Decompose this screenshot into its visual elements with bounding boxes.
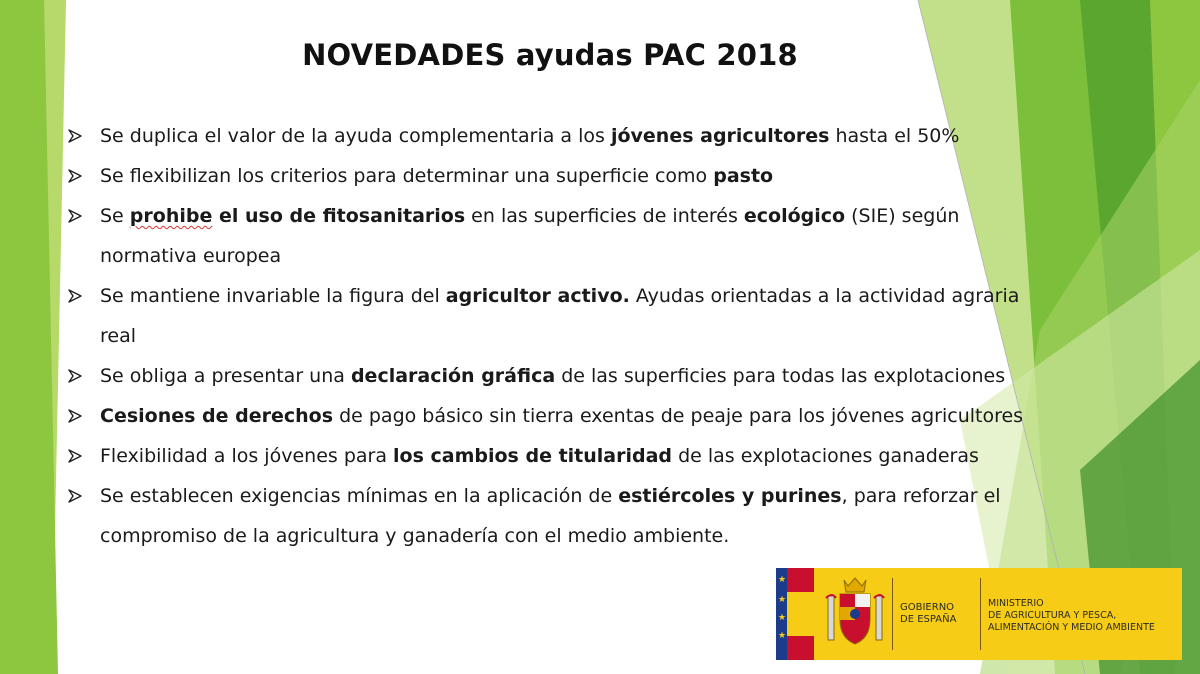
ministerio-line-2: DE AGRICULTURA Y PESCA, (988, 610, 1117, 621)
bullet-text-segment: , para reforzar el compromiso de la agricultura y ganadería con el medio ambiente. (100, 485, 1001, 547)
bullet-item (68, 156, 1058, 196)
arrowhead-bullet-icon (68, 396, 84, 436)
slide-title: NOVEDADES ayudas PAC 2018 (302, 38, 798, 72)
bullet-text-segment: Se (100, 205, 130, 227)
bullet-item (68, 396, 1058, 436)
bullet-text-segment: Se establecen exigencias mínimas en la aplicación de (100, 485, 619, 507)
coat-of-arms-icon (822, 576, 888, 652)
ministerio-line-3: ALIMENTACIÓN Y MEDIO AMBIENTE (988, 622, 1155, 633)
bullet-text-segment: el uso de fitosanitarios (212, 205, 466, 227)
eu-star-icon: ★ (778, 575, 787, 585)
arrowhead-bullet-icon (68, 276, 84, 316)
bullet-item (68, 116, 1058, 156)
bullet-text-segment: de las superficies para todas las explotaciones (555, 365, 1006, 387)
bullet-text-segment: Flexibilidad a los jóvenes para (100, 445, 394, 467)
bullet-text-segment: de las explotaciones ganaderas (672, 445, 979, 467)
bullet-text-segment: Se obliga a presentar una (100, 365, 351, 387)
gobierno-line-2: DE ESPAÑA (900, 614, 957, 625)
bullet-item (68, 436, 1058, 476)
logo-divider (980, 578, 981, 650)
bullet-text-segment: Cesiones de derechos (100, 405, 334, 427)
bullet-text-segment: Se flexibilizan los criterios para determinar una superficie como (100, 165, 714, 187)
logo-divider (892, 578, 893, 650)
eu-star-icon: ★ (778, 613, 787, 623)
bullet-text-segment: Ayudas orientadas a la actividad agraria real (100, 285, 1020, 347)
bullet-text-segment: agricultor activo. (445, 285, 630, 307)
bullet-text-segment: jóvenes agricultores (610, 125, 830, 147)
arrowhead-bullet-icon (68, 436, 84, 476)
gobierno-logo (776, 568, 1182, 660)
ministerio-line-1: MINISTERIO (988, 598, 1044, 609)
bullet-text-segment: en las superficies de interés (465, 205, 744, 227)
ministerio-text (988, 598, 1155, 634)
bullet-text-segment: Se mantiene invariable la figura del (100, 285, 446, 307)
bullet-text-segment: Se duplica el valor de la ayuda complementaria a los (100, 125, 611, 147)
bullet-text-segment: hasta el 50% (829, 125, 960, 147)
arrowhead-bullet-icon (68, 476, 84, 516)
spanish-flag-icon (776, 568, 814, 660)
bullet-list (68, 116, 1058, 556)
arrowhead-bullet-icon (68, 156, 84, 196)
bullet-item (68, 196, 1058, 276)
arrowhead-bullet-icon (68, 116, 84, 156)
bullet-text-segment: estiércoles y purines (618, 485, 842, 507)
arrowhead-bullet-icon (68, 356, 84, 396)
bullet-text-segment: declaración gráfica (350, 365, 556, 387)
bullet-item (68, 356, 1058, 396)
bullet-item (68, 276, 1058, 356)
gobierno-line-1: GOBIERNO (900, 602, 955, 613)
bullet-text-segment: pasto (713, 165, 774, 187)
bullet-text-segment: ecológico (743, 205, 846, 227)
bullet-text-segment: prohibe (129, 205, 213, 227)
bullet-text-segment: (SIE) según normativa europea (100, 205, 960, 267)
eu-star-icon: ★ (778, 631, 787, 641)
gobierno-text (900, 602, 956, 626)
arrowhead-bullet-icon (68, 196, 84, 236)
bullet-item (68, 476, 1058, 556)
bullet-text-segment: los cambios de titularidad (393, 445, 673, 467)
bullet-text-segment: de pago básico sin tierra exentas de peaje para los jóvenes agricultores (333, 405, 1024, 427)
eu-star-icon: ★ (778, 595, 787, 605)
